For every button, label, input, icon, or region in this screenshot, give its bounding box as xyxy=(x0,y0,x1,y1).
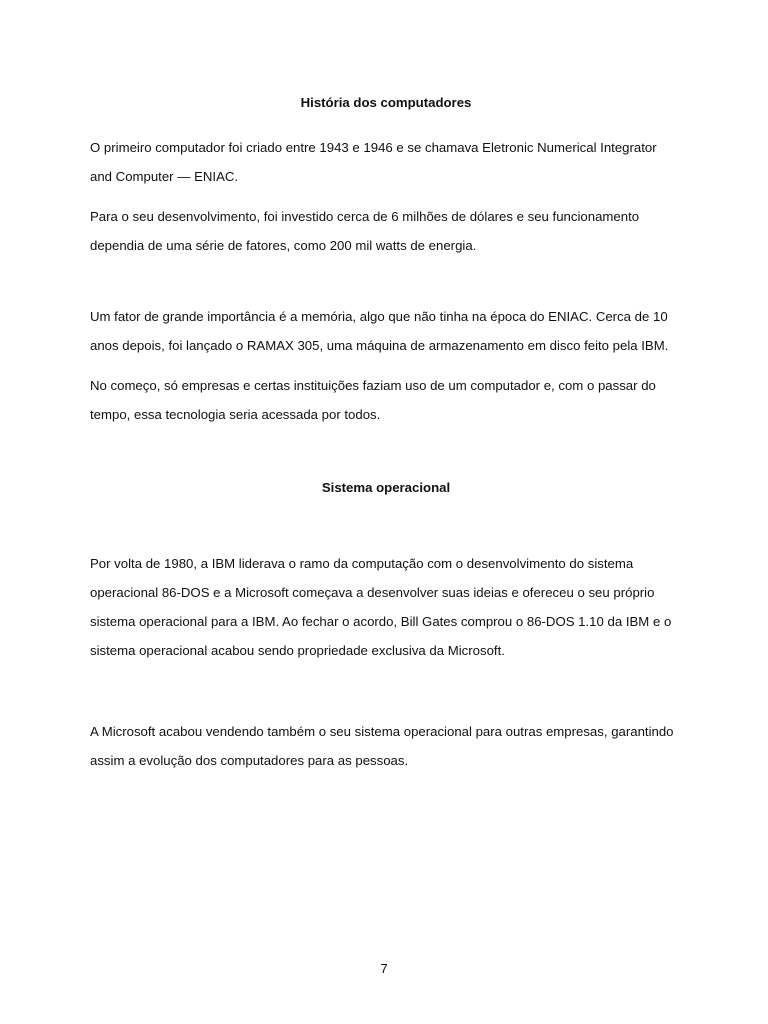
section-heading-historia: História dos computadores xyxy=(300,95,472,110)
paragraph-ibm-microsoft: Por volta de 1980, a IBM liderava o ramo da computação com o desenvolvimento do sistema operacional 86-DOS e a Microsoft começava a desenvolver suas ideias e ofereceu o seu próprio sistema operacional para a IBM. Ao fechar o acordo, Bill Gates comprou o 86-DOS 1.10 da IBM e o sistema operacional acabou sendo propriedade exclusiva da Microsoft. xyxy=(90,556,672,658)
page-content xyxy=(90,92,682,775)
paragraph-eniac-origin: O primeiro computador foi criado entre 1943 e 1946 e se chamava Eletronic Numerical Integrator and Computer — ENIAC. xyxy=(90,140,657,184)
section-heading-sistema: Sistema operacional xyxy=(321,480,451,495)
paragraph-eniac-cost: Para o seu desenvolvimento, foi investido cerca de 6 milhões de dólares e seu funcionamento dependia de uma série de fatores, como 200 mil watts de energia. xyxy=(90,209,640,253)
paragraph-microsoft-sales: A Microsoft acabou vendendo também o seu sistema operacional para outras empresas, garantindo assim a evolução dos computadores para as pessoas. xyxy=(90,724,674,768)
paragraph-adoption: No começo, só empresas e certas instituições faziam uso de um computador e, com o passar do tempo, essa tecnologia seria acessada por todos. xyxy=(90,378,656,422)
page-number: 7 xyxy=(380,961,388,976)
paragraph-memory: Um fator de grande importância é a memória, algo que não tinha na época do ENIAC. Cerca de 10 anos depois, foi lançado o RAMAX 305, uma máquina de armazenamento em disco feito pela IBM. xyxy=(90,309,669,353)
